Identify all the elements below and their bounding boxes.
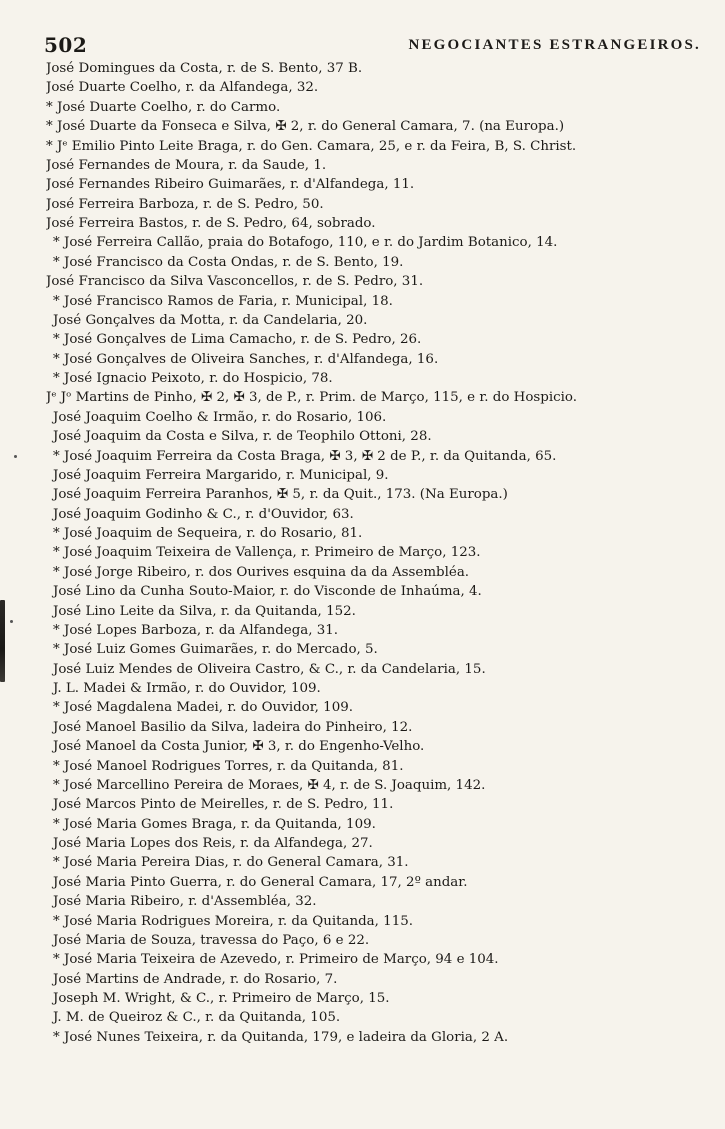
- merchant-entry: * José Joaquim Ferreira da Costa Braga, ✠ 3, ✠ 2 de P., r. da Quitanda, 65.: [53, 448, 557, 464]
- merchant-entry: * José Francisco da Costa Ondas, r. de S. Bento, 19.: [53, 254, 404, 270]
- merchant-entry: * José Maria Rodrigues Moreira, r. da Quitanda, 115.: [53, 913, 413, 929]
- merchant-entry: José Duarte Coelho, r. da Alfandega, 32.: [46, 80, 319, 96]
- merchant-entry: José Joaquim Godinho & C., r. d'Ouvidor, 63.: [53, 506, 354, 522]
- scan-speck: [10, 620, 13, 623]
- merchant-entry: J. L. Madei & Irmão, r. do Ouvidor, 109.: [53, 681, 321, 696]
- merchant-entry: Jᵉ Jᵒ Martins de Pinho, ✠ 2, ✠ 3, de P., r. Prim. de Março, 115, e r. do Hospicio.: [46, 390, 577, 406]
- merchant-entry: * José Marcellino Pereira de Moraes, ✠ 4, r. de S. Joaquim, 142.: [53, 777, 486, 793]
- merchant-entry: José Joaquim Ferreira Paranhos, ✠ 5, r. da Quit., 173. (Na Europa.): [53, 487, 508, 503]
- merchant-entry: * José Gonçalves de Lima Camacho, r. de S. Pedro, 26.: [53, 332, 422, 348]
- merchant-entry: José Maria Ribeiro, r. d'Assembléa, 32.: [53, 894, 317, 910]
- merchant-entry: * José Francisco Ramos de Faria, r. Municipal, 18.: [53, 293, 393, 309]
- merchant-entry: * José Joaquim de Sequeira, r. do Rosario, 81.: [53, 526, 363, 541]
- merchant-entry: * José Magdalena Madei, r. do Ouvidor, 109.: [53, 700, 353, 716]
- merchant-entry: * José Manoel Rodrigues Torres, r. da Quitanda, 81.: [53, 758, 404, 774]
- merchant-entry: * José Joaquim Teixeira de Vallença, r. Primeiro de Março, 123.: [53, 545, 481, 561]
- merchant-entry: * José Lopes Barboza, r. da Alfandega, 31.: [53, 622, 339, 638]
- binding-edge-mark: [0, 600, 5, 682]
- merchant-entry: José Joaquim Ferreira Margarido, r. Municipal, 9.: [53, 467, 389, 483]
- merchant-entry: José Lino da Cunha Souto-Maior, r. do Visconde de Inhaúma, 4.: [53, 584, 482, 600]
- merchant-entry: * José Ignacio Peixoto, r. do Hospicio, 78.: [53, 371, 333, 386]
- merchant-entry: * José Maria Pereira Dias, r. do General Camara, 31.: [53, 855, 409, 871]
- merchant-entry: José Domingues da Costa, r. de S. Bento, 37 B.: [46, 61, 363, 76]
- merchant-entry: José Francisco da Silva Vasconcellos, r. de S. Pedro, 31.: [46, 274, 424, 290]
- merchant-entry: * José Maria Teixeira de Azevedo, r. Primeiro de Março, 94 e 104.: [53, 952, 499, 968]
- scan-speck: [14, 455, 17, 458]
- merchant-list: [46, 59, 716, 1047]
- merchant-entry: José Martins de Andrade, r. do Rosario, 7.: [53, 971, 338, 987]
- merchant-entry: * José Ferreira Callão, praia do Botafogo, 110, e r. do Jardim Botanico, 14.: [53, 235, 558, 251]
- merchant-entry: José Ferreira Barboza, r. de S. Pedro, 50.: [46, 196, 324, 212]
- merchant-entry: José Ferreira Bastos, r. de S. Pedro, 64, sobrado.: [46, 216, 376, 231]
- merchant-entry: José Manoel Basilio da Silva, ladeira do Pinheiro, 12.: [53, 719, 413, 735]
- merchant-entry: José Fernandes de Moura, r. da Saude, 1.: [46, 157, 327, 173]
- merchant-entry: José Joaquim Coelho & Irmão, r. do Rosario, 106.: [53, 409, 387, 425]
- page-number: 502: [44, 33, 88, 57]
- merchant-entry: * José Maria Gomes Braga, r. da Quitanda, 109.: [53, 816, 376, 832]
- merchant-entry: Joseph M. Wright, & C., r. Primeiro de Março, 15.: [53, 991, 390, 1006]
- merchant-entry: José Luiz Mendes de Oliveira Castro, & C., r. da Candelaria, 15.: [53, 661, 486, 677]
- page-header: [44, 32, 705, 58]
- merchant-entry: J. M. de Queiroz & C., r. da Quitanda, 105.: [53, 1010, 341, 1026]
- merchant-entry: José Gonçalves da Motta, r. da Candelaria, 20.: [53, 312, 368, 328]
- running-title: NEGOCIANTES ESTRANGEIROS.: [408, 36, 701, 53]
- merchant-entry: * José Jorge Ribeiro, r. dos Ourives esquina da da Assembléa.: [53, 564, 470, 580]
- merchant-entry: * Jᵉ Emilio Pinto Leite Braga, r. do Gen. Camara, 25, e r. da Feira, B, S. Christ.: [46, 138, 577, 154]
- merchant-entry: José Manoel da Costa Junior, ✠ 3, r. do Engenho-Velho.: [53, 739, 425, 755]
- merchant-entry: * José Luiz Gomes Guimarães, r. do Mercado, 5.: [53, 642, 378, 658]
- merchant-entry: José Joaquim da Costa e Silva, r. de Teophilo Ottoni, 28.: [53, 429, 432, 445]
- merchant-entry: * José Duarte da Fonseca e Silva, ✠ 2, r. do General Camara, 7. (na Europa.): [46, 119, 565, 135]
- merchant-entry: José Maria Lopes dos Reis, r. da Alfandega, 27.: [53, 836, 373, 851]
- merchant-entry: * José Gonçalves de Oliveira Sanches, r. d'Alfandega, 16.: [53, 351, 439, 367]
- merchant-entry: José Fernandes Ribeiro Guimarães, r. d'Alfandega, 11.: [46, 177, 415, 193]
- merchant-entry: * José Duarte Coelho, r. do Carmo.: [46, 99, 281, 115]
- merchant-entry: * José Nunes Teixeira, r. da Quitanda, 179, e ladeira da Gloria, 2 A.: [53, 1029, 509, 1045]
- merchant-entry: José Maria Pinto Guerra, r. do General Camara, 17, 2º andar.: [53, 874, 468, 890]
- merchant-entry: José Lino Leite da Silva, r. da Quitanda, 152.: [53, 603, 356, 619]
- merchant-entry: José Marcos Pinto de Meirelles, r. de S. Pedro, 11.: [53, 797, 394, 813]
- merchant-entry: José Maria de Souza, travessa do Paço, 6 e 22.: [53, 932, 370, 948]
